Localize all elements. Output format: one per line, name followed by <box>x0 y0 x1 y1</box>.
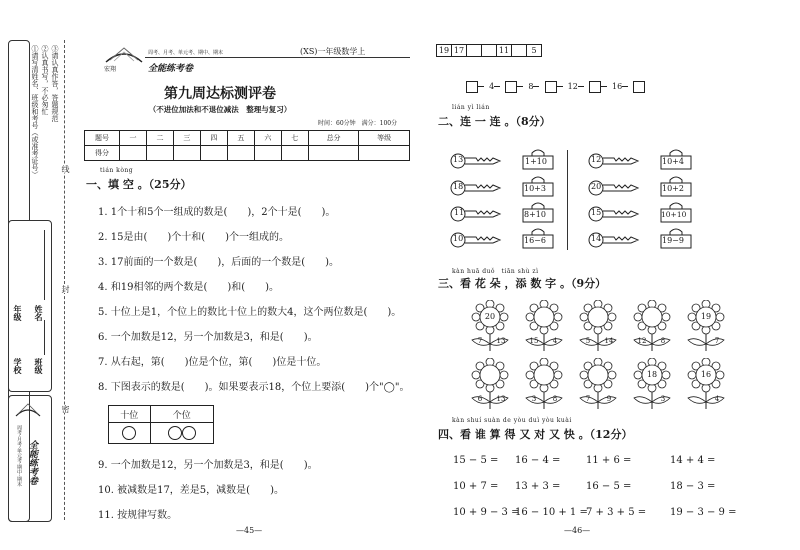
sequence-cell: 19 <box>437 45 452 57</box>
key-number: 20 <box>591 182 602 191</box>
key-number: 11 <box>454 208 465 217</box>
key-number: 10 <box>453 234 464 243</box>
school-label: 学校 <box>13 358 23 374</box>
lock-3[interactable] <box>522 201 554 227</box>
flower-leaf-right[interactable]: 9 <box>606 395 612 403</box>
sequence-blank[interactable] <box>467 45 482 57</box>
flower <box>684 358 728 410</box>
lock-expression: 10+3 <box>524 184 546 193</box>
section2-divider <box>567 150 568 250</box>
flower <box>468 300 512 352</box>
flower <box>630 300 674 352</box>
question-1: 1. 1个十和5个一组成的数是( )，2个十是( )。 <box>98 207 336 218</box>
place-header-tens: 十位 <box>109 406 151 423</box>
flower-center-value[interactable]: 16 <box>700 370 712 379</box>
flower-leaf-right[interactable]: 8 <box>552 395 558 403</box>
key-15[interactable] <box>588 206 640 226</box>
lock-1[interactable] <box>522 148 554 174</box>
brand-vertical: 全能练考卷 <box>27 440 37 485</box>
tens-cell <box>109 423 151 444</box>
flower-leaf-left[interactable]: 6 <box>477 395 483 403</box>
page-number-left: —45— <box>236 526 263 535</box>
sequence-number: 8 <box>528 82 534 91</box>
flower-center-value[interactable]: 20 <box>484 312 496 321</box>
score-header: 七 <box>281 131 308 146</box>
sequence-row-2 <box>466 76 645 95</box>
score-row <box>85 146 410 161</box>
lock-4[interactable] <box>522 227 554 253</box>
question-3: 3. 17前面的一个数是( )，后面的一个数是( )。 <box>98 257 340 268</box>
key-13[interactable] <box>450 153 502 173</box>
score-cell[interactable] <box>227 146 254 161</box>
sequence-cell: 11 <box>497 45 512 57</box>
section2-title: 二、连 一 连 。（8分） <box>438 115 551 128</box>
score-table <box>84 130 410 161</box>
equation[interactable]: 7 + 3 + 5 = <box>586 507 647 518</box>
flower-leaf-right[interactable]: 13 <box>496 337 506 345</box>
lock-expression: 19−9 <box>662 236 684 245</box>
equation[interactable]: 14 + 4 = <box>670 455 716 466</box>
lock-expression: 1+10 <box>525 157 547 166</box>
counter-circle-icon <box>168 426 182 440</box>
sequence-cell: 5 <box>527 45 542 57</box>
flower-leaf-left[interactable]: 3 <box>531 395 537 403</box>
lock-2[interactable] <box>522 175 554 201</box>
notice-3: ③请认真作答，答题规范 <box>51 45 59 122</box>
class-field-line[interactable] <box>44 320 45 355</box>
score-header: 六 <box>254 131 281 146</box>
flower <box>576 358 620 410</box>
flower-leaf-left[interactable]: 5 <box>585 337 591 345</box>
flower-leaf-right[interactable]: 4 <box>714 395 720 403</box>
place-value-table <box>108 405 214 444</box>
question-2: 2. 15是由( )个十和( )个一组成的。 <box>98 232 290 243</box>
place-header-ones: 个位 <box>150 406 213 423</box>
lock-expression: 10+2 <box>662 184 684 193</box>
flower-leaf-left[interactable]: 12 <box>637 337 647 345</box>
section4-title: 四、看 谁 算 得 又 对 又 快 。（12分） <box>438 428 633 441</box>
seal-word: 封 <box>61 285 70 293</box>
sequence-blank[interactable] <box>512 45 527 57</box>
key-number: 13 <box>453 155 464 164</box>
sequence-blank[interactable] <box>633 81 645 93</box>
question-11: 11. 按规律写数。 <box>98 510 178 521</box>
brand-name: 全能练考卷 <box>148 64 194 74</box>
lock-expression: 10+10 <box>661 210 687 219</box>
flower <box>684 300 728 352</box>
score-cell[interactable] <box>281 146 308 161</box>
lock-7[interactable] <box>660 201 692 227</box>
equation[interactable]: 13 + 3 = <box>515 481 561 492</box>
notice-2: ②认真书写，不必匆忙 <box>41 45 49 115</box>
lock-6[interactable] <box>660 175 692 201</box>
flower <box>522 300 566 352</box>
flower-leaf-right[interactable]: 13 <box>496 395 506 403</box>
equation[interactable]: 18 − 3 = <box>670 481 716 492</box>
question-4: 4. 和19相邻的两个数是( )和( )。 <box>98 282 280 293</box>
score-cell[interactable] <box>173 146 200 161</box>
section1-title: 一、填 空 。（25分） <box>86 178 192 191</box>
flower-grid <box>468 300 728 412</box>
question-5: 5. 十位上是1，个位上的数比十位上的数大4，这个两位数是( )。 <box>98 307 402 318</box>
score-header: 二 <box>146 131 173 146</box>
header-tags: 周考、月考、单元考、期中、期末 <box>148 50 224 56</box>
score-cell[interactable] <box>200 146 227 161</box>
page-subtitle: （不进位加法和不退位减法 整理与复习） <box>148 105 292 114</box>
sequence-blank[interactable] <box>466 81 478 93</box>
flower-center-value[interactable]: 18 <box>646 370 658 379</box>
equation[interactable]: 11 + 6 = <box>586 455 632 466</box>
key-11[interactable] <box>450 206 502 226</box>
flower-center-value[interactable]: 19 <box>700 312 712 321</box>
key-10[interactable] <box>450 232 502 252</box>
score-header: 题号 <box>85 131 120 146</box>
name-field-line[interactable] <box>44 230 45 300</box>
page-title: 第九周达标测评卷 <box>164 86 276 102</box>
question-10: 10. 被减数是17，差是5，减数是( )。 <box>98 485 284 496</box>
class-label: 班级 <box>34 358 44 374</box>
question-6: 6. 一个加数是12，另一个加数是3，和是( )。 <box>98 332 318 343</box>
time-info: 时间：60分钟 满分：100分 <box>318 120 398 127</box>
score-cell[interactable] <box>254 146 281 161</box>
secret-word: 密 <box>61 405 70 413</box>
equation[interactable]: 19 − 3 − 9 = <box>670 507 737 518</box>
publisher-name: 宏翔 <box>104 66 117 73</box>
equation[interactable]: 15 − 5 = <box>453 455 499 466</box>
key-number: 12 <box>591 155 602 164</box>
sequence-row-1 <box>436 44 542 57</box>
section3-title: 三、看 花 朵 ，添 数 字 。（9分） <box>438 277 607 290</box>
equation[interactable]: 16 − 5 = <box>586 481 632 492</box>
flower-leaf-left[interactable]: 7 <box>585 395 591 403</box>
counter-circle-icon <box>182 426 196 440</box>
name-label: 姓名 <box>34 305 44 321</box>
key-18[interactable] <box>450 180 502 200</box>
lock-expression: 16−6 <box>524 236 546 245</box>
sequence-blank[interactable] <box>482 45 497 57</box>
question-9: 9. 一个加数是12，另一个加数是3，和是( )。 <box>98 460 318 471</box>
book-logo-icon <box>14 400 42 420</box>
flower <box>522 358 566 410</box>
equation[interactable]: 16 − 4 = <box>515 455 561 466</box>
equation[interactable]: 10 + 7 = <box>453 481 499 492</box>
score-header: 三 <box>173 131 200 146</box>
sequence-cell: 17 <box>452 45 467 57</box>
flower <box>630 358 674 410</box>
lock-expression: 8+10 <box>524 210 546 219</box>
score-header: 四 <box>200 131 227 146</box>
sequence-blank[interactable] <box>505 81 517 93</box>
key-12[interactable] <box>588 153 640 173</box>
notice-1: ①请写清姓名、班级和考号（或准考证号） <box>31 45 39 178</box>
sequence-number: 12 <box>567 82 578 91</box>
section2-pinyin: lián yì lián <box>452 104 490 111</box>
grade-badge: (XS)一年级数学上 <box>300 47 366 56</box>
question-7: 7. 从右起，第( )位是个位，第( )位是十位。 <box>98 357 327 368</box>
flower-leaf-right[interactable]: 14 <box>604 337 614 345</box>
flower <box>576 300 620 352</box>
flower-leaf-right[interactable]: 4 <box>552 337 558 345</box>
key-14[interactable] <box>588 232 640 252</box>
header-rule <box>145 57 410 58</box>
flower-leaf-right[interactable]: 8 <box>660 337 666 345</box>
section1-pinyin: tián kòng <box>100 167 134 174</box>
book-logo-icon <box>104 44 144 66</box>
question-8: 8. 下图表示的数是( )。如果要表示18，个位上要添( )个"◯"。 <box>98 382 410 393</box>
score-header: 总分 <box>308 131 359 146</box>
grade-label: 年级 <box>13 305 23 321</box>
equation[interactable]: 10 + 9 − 3 = <box>453 507 520 518</box>
section3-pinyin: kàn huā duǒ tiān shù zì <box>452 268 539 275</box>
flower-leaf-left[interactable]: 7 <box>477 337 483 345</box>
section4-pinyin: kàn shuí suàn de yòu duì yòu kuài <box>452 417 572 424</box>
score-cell[interactable] <box>146 146 173 161</box>
sequence-number: 4 <box>489 82 495 91</box>
score-header: 五 <box>227 131 254 146</box>
lock-8[interactable] <box>660 227 692 253</box>
score-cell[interactable] <box>120 146 147 161</box>
lock-5[interactable] <box>660 148 692 174</box>
flower-leaf-right[interactable]: 7 <box>714 337 720 345</box>
score-cell[interactable] <box>359 146 410 161</box>
line-word: 线 <box>61 165 70 173</box>
score-cell[interactable] <box>308 146 359 161</box>
score-row-label: 得分 <box>85 146 120 161</box>
key-number: 15 <box>591 208 602 217</box>
score-header-row <box>85 131 410 146</box>
key-20[interactable] <box>588 180 640 200</box>
lock-expression: 10+4 <box>662 157 684 166</box>
sequence-blank[interactable] <box>545 81 557 93</box>
key-number: 14 <box>591 234 602 243</box>
sequence-blank[interactable] <box>589 81 601 93</box>
equation[interactable]: 16 − 10 + 1 = <box>515 507 588 518</box>
flower-leaf-left[interactable]: 15 <box>529 337 539 345</box>
counter-circle-icon <box>122 426 136 440</box>
ones-cell <box>150 423 213 444</box>
flower <box>468 358 512 410</box>
score-header: 一 <box>120 131 147 146</box>
page-number-right: —46— <box>564 526 591 535</box>
key-number: 18 <box>453 182 464 191</box>
score-header: 等级 <box>359 131 410 146</box>
flower-leaf-right[interactable]: 3 <box>660 395 666 403</box>
brand-sub-vertical: 周考·月考·单元考·期中·期末 <box>16 425 22 487</box>
sequence-number: 16 <box>612 82 623 91</box>
